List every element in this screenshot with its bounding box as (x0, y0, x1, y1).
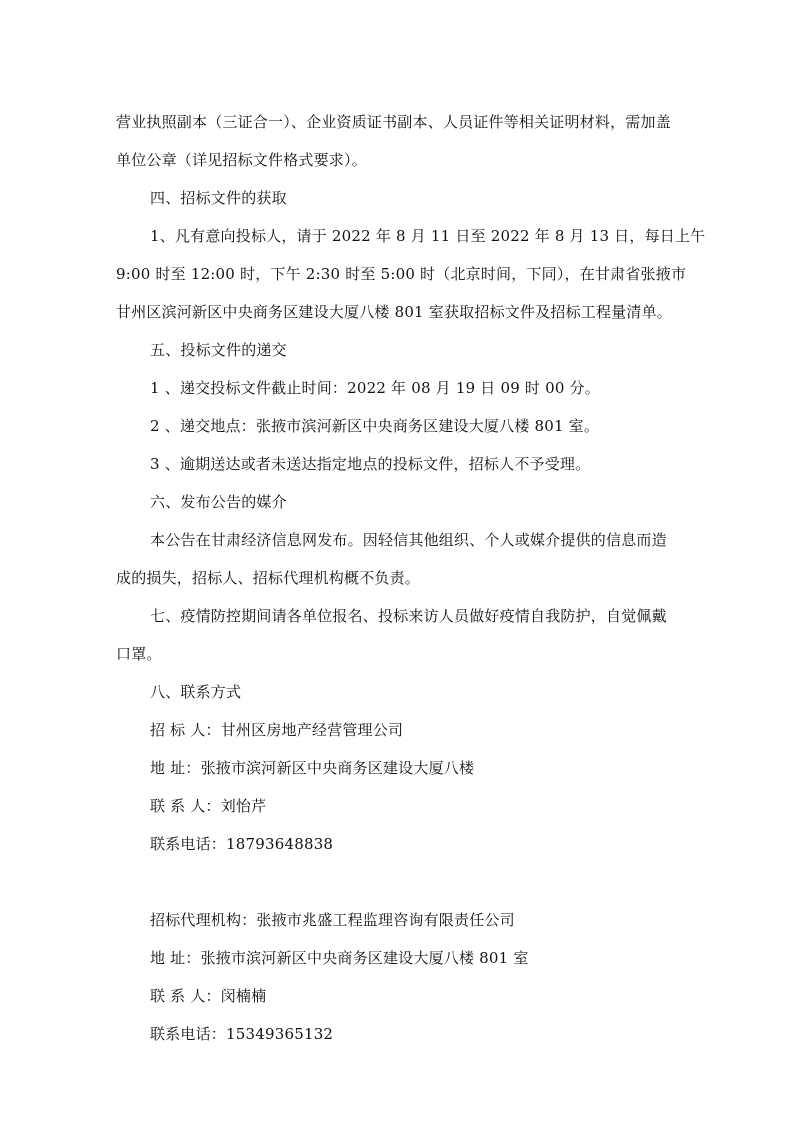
submission-location: 2 、递交地点：张掖市滨河新区中央商务区建设大厦八楼 801 室。 (150, 417, 600, 435)
tenderer-phone: 联系电话：18793648838 (150, 835, 334, 853)
para-qualification-materials-line-1: 营业执照副本（三证合一）、企业资质证书副本、人员证件等相关证明材料，需加盖 (116, 113, 671, 131)
para-acquisition-line-1: 1、凡有意向投标人，请于 2022 年 8 月 11 日至 2022 年 8 月 13 日，每日上午 (150, 227, 706, 245)
section-heading-announcement-media: 六、发布公告的媒介 (150, 493, 287, 511)
para-media-line-1: 本公告在甘肃经济信息网发布。因轻信其他组织、个人或媒介提供的信息而造 (150, 531, 667, 549)
submission-deadline: 1 、递交投标文件截止时间：2022 年 08 月 19 日 09 时 00 分。 (150, 379, 600, 397)
section-heading-bid-submission: 五、投标文件的递交 (150, 341, 287, 359)
late-submission-note: 3 、逾期送达或者未送达指定地点的投标文件，招标人不予受理。 (150, 455, 591, 473)
tenderer-address: 地 址：张掖市滨河新区中央商务区建设大厦八楼 (150, 759, 475, 777)
tenderer-name: 招 标 人：甘州区房地产经营管理公司 (150, 721, 404, 739)
agency-name: 招标代理机构：张掖市兆盛工程监理咨询有限责任公司 (150, 911, 515, 929)
para-acquisition-line-3: 甘州区滨河新区中央商务区建设大厦八楼 801 室获取招标文件及招标工程量清单。 (116, 303, 672, 321)
para-qualification-materials-line-2: 单位公章（详见招标文件格式要求）。 (116, 151, 367, 169)
para-media-line-2: 成的损失，招标人、招标代理机构概不负责。 (116, 569, 421, 587)
agency-phone: 联系电话：15349365132 (150, 1025, 334, 1043)
tenderer-contact-person: 联 系 人：刘怡芹 (150, 797, 267, 815)
agency-contact-person: 联 系 人：闵楠楠 (150, 987, 267, 1005)
section-heading-bid-document-acquisition: 四、招标文件的获取 (150, 189, 287, 207)
para-epidemic-line-1: 七、疫情防控期间请各单位报名、投标来访人员做好疫情自我防护，自觉佩戴 (150, 607, 667, 625)
agency-address: 地 址：张掖市滨河新区中央商务区建设大厦八楼 801 室 (150, 949, 529, 967)
section-heading-contact: 八、联系方式 (150, 683, 242, 701)
para-epidemic-line-2: 口罩。 (116, 645, 162, 663)
para-acquisition-line-2: 9:00 时至 12:00 时，下午 2:30 时至 5:00 时（北京时间，下同），在甘肃省张掖市 (116, 265, 687, 283)
